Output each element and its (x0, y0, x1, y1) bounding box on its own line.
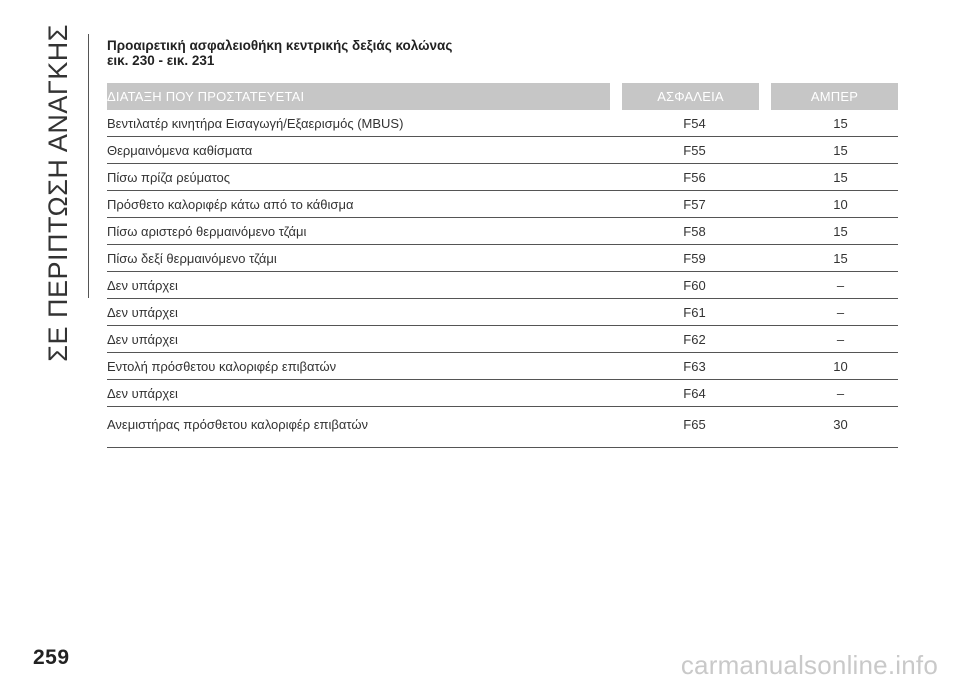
chapter-divider-line (88, 34, 89, 298)
table-header-row (107, 83, 898, 110)
cell-ampere: 15 (771, 137, 898, 164)
cell-fuse: F65 (622, 407, 759, 448)
table-row (107, 380, 898, 407)
figure-reference: εικ. 230 - εικ. 231 (107, 53, 215, 68)
fuse-table (107, 83, 898, 448)
cell-protected-device: Δεν υπάρχει (107, 326, 610, 353)
header-fuse: ΑΣΦΑΛΕΙΑ (622, 83, 759, 110)
cell-ampere: 10 (771, 191, 898, 218)
cell-protected-device: Βεντιλατέρ κινητήρα Εισαγωγή/Εξαερισμός (MBUS) (107, 110, 610, 137)
table-row (107, 353, 898, 380)
cell-protected-device: Πίσω δεξί θερμαινόμενο τζάμι (107, 245, 610, 272)
cell-ampere: 10 (771, 353, 898, 380)
table-row (107, 272, 898, 299)
cell-ampere: – (771, 272, 898, 299)
table-row (107, 164, 898, 191)
cell-protected-device: Πίσω αριστερό θερμαινόμενο τζάμι (107, 218, 610, 245)
cell-ampere: 15 (771, 110, 898, 137)
cell-ampere: – (771, 380, 898, 407)
cell-fuse: F55 (622, 137, 759, 164)
cell-fuse: F62 (622, 326, 759, 353)
cell-fuse: F60 (622, 272, 759, 299)
cell-fuse: F58 (622, 218, 759, 245)
cell-ampere: – (771, 326, 898, 353)
table-row (107, 326, 898, 353)
cell-fuse: F57 (622, 191, 759, 218)
cell-ampere: 15 (771, 218, 898, 245)
side-chapter-tab (26, 24, 90, 362)
cell-ampere: 15 (771, 164, 898, 191)
cell-protected-device: Δεν υπάρχει (107, 380, 610, 407)
cell-fuse: F61 (622, 299, 759, 326)
cell-protected-device: Θερμαινόμενα καθίσματα (107, 137, 610, 164)
cell-fuse: F59 (622, 245, 759, 272)
cell-fuse: F56 (622, 164, 759, 191)
table-row (107, 137, 898, 164)
table-row (107, 407, 898, 448)
cell-fuse: F54 (622, 110, 759, 137)
cell-protected-device: Πρόσθετο καλοριφέρ κάτω από το κάθισμα (107, 191, 610, 218)
header-ampere: ΑΜΠΕΡ (771, 83, 898, 110)
cell-fuse: F64 (622, 380, 759, 407)
watermark: carmanualsonline.info (680, 650, 938, 680)
cell-protected-device: Δεν υπάρχει (107, 272, 610, 299)
cell-protected-device: Πίσω πρίζα ρεύματος (107, 164, 610, 191)
table-row (107, 218, 898, 245)
cell-ampere: – (771, 299, 898, 326)
cell-protected-device: Δεν υπάρχει (107, 299, 610, 326)
cell-ampere: 30 (771, 407, 898, 448)
table-row (107, 299, 898, 326)
table-row (107, 245, 898, 272)
cell-fuse: F63 (622, 353, 759, 380)
section-title: Προαιρετική ασφαλειοθήκη κεντρικής δεξιάς κολώνας (107, 38, 453, 53)
cell-protected-device: Εντολή πρόσθετου καλοριφέρ επιβατών (107, 353, 610, 380)
table-row (107, 191, 898, 218)
page-number: 259 (33, 646, 70, 669)
header-protected-device: ΔΙΑΤΑΞΗ ΠΟΥ ΠΡΟΣΤΑΤΕΥΕΤΑΙ (107, 83, 610, 110)
cell-protected-device: Ανεμιστήρας πρόσθετου καλοριφέρ επιβατών (107, 407, 610, 448)
cell-ampere: 15 (771, 245, 898, 272)
chapter-label: ΣΕ ΠΕΡΙΠΤΩΣΗ ΑΝΑΓΚΗΣ (42, 24, 73, 362)
table-row (107, 110, 898, 137)
